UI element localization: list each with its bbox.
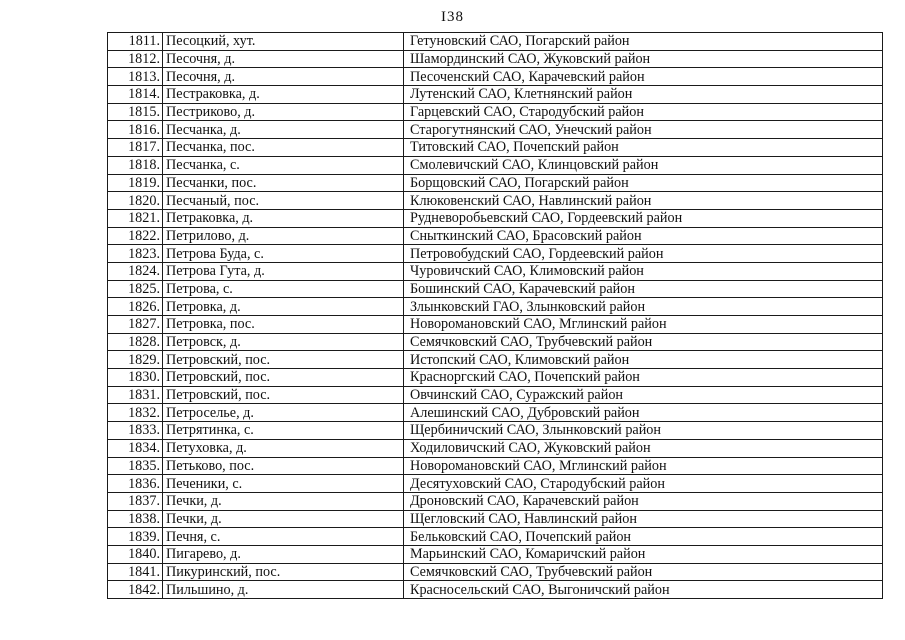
administrative-unit: Шамординский САО, Жуковский район [404, 50, 883, 68]
settlement-name: Пигарево, д. [163, 545, 404, 563]
table-row [108, 545, 883, 563]
settlement-name: Петуховка, д. [163, 439, 404, 457]
row-number: 1817. [108, 139, 163, 157]
administrative-unit: Ходиловичский САО, Жуковский район [404, 439, 883, 457]
table-row [108, 280, 883, 298]
table-row [108, 139, 883, 157]
table-row [108, 121, 883, 139]
row-number: 1828. [108, 333, 163, 351]
administrative-unit: Лутенский САО, Клетнянский район [404, 86, 883, 104]
table-row [108, 192, 883, 210]
administrative-unit: Песоченский САО, Карачевский район [404, 68, 883, 86]
settlement-name: Петьково, пос. [163, 457, 404, 475]
administrative-unit: Овчинский САО, Суражский район [404, 386, 883, 404]
table-row [108, 86, 883, 104]
administrative-unit: Новоромановский САО, Мглинский район [404, 316, 883, 334]
administrative-unit: Сныткинский САО, Брасовский район [404, 227, 883, 245]
settlement-name: Пестриково, д. [163, 103, 404, 121]
row-number: 1840. [108, 545, 163, 563]
row-number: 1837. [108, 492, 163, 510]
settlement-name: Петрилово, д. [163, 227, 404, 245]
row-number: 1813. [108, 68, 163, 86]
settlement-name: Петровский, пос. [163, 351, 404, 369]
row-number: 1829. [108, 351, 163, 369]
row-number: 1815. [108, 103, 163, 121]
row-number: 1811. [108, 33, 163, 51]
page-number: I38 [441, 9, 464, 25]
table-row [108, 50, 883, 68]
settlement-name: Печня, с. [163, 528, 404, 546]
settlement-table [107, 32, 883, 599]
administrative-unit: Бошинский САО, Карачевский район [404, 280, 883, 298]
settlement-name: Петраковка, д. [163, 209, 404, 227]
settlement-name: Песоцкий, хут. [163, 33, 404, 51]
row-number: 1826. [108, 298, 163, 316]
administrative-unit: Смолевичский САО, Клинцовский район [404, 156, 883, 174]
settlement-name: Песчанка, д. [163, 121, 404, 139]
row-number: 1825. [108, 280, 163, 298]
table-row [108, 68, 883, 86]
administrative-unit: Марьинский САО, Комаричский район [404, 545, 883, 563]
table-row [108, 103, 883, 121]
settlement-name: Петровский, пос. [163, 369, 404, 387]
settlement-name: Печки, д. [163, 492, 404, 510]
administrative-unit: Титовский САО, Почепский район [404, 139, 883, 157]
table-row [108, 33, 883, 51]
row-number: 1824. [108, 262, 163, 280]
table-row [108, 457, 883, 475]
administrative-unit: Дроновский САО, Карачевский район [404, 492, 883, 510]
row-number: 1830. [108, 369, 163, 387]
table-row [108, 351, 883, 369]
administrative-unit: Старогутнянский САО, Унечский район [404, 121, 883, 139]
settlement-name: Пильшино, д. [163, 581, 404, 599]
row-number: 1841. [108, 563, 163, 581]
settlement-name: Петрова Гута, д. [163, 262, 404, 280]
settlement-name: Петроселье, д. [163, 404, 404, 422]
administrative-unit: Петровобудский САО, Гордеевский район [404, 245, 883, 263]
table-row [108, 510, 883, 528]
settlement-name: Петрова Буда, с. [163, 245, 404, 263]
settlement-name: Печеники, с. [163, 475, 404, 493]
row-number: 1827. [108, 316, 163, 334]
administrative-unit: Клюковенский САО, Навлинский район [404, 192, 883, 210]
settlement-name: Петровка, пос. [163, 316, 404, 334]
row-number: 1838. [108, 510, 163, 528]
row-number: 1835. [108, 457, 163, 475]
settlement-name: Песчанка, с. [163, 156, 404, 174]
administrative-unit: Алешинский САО, Дубровский район [404, 404, 883, 422]
settlement-name: Песчанка, пос. [163, 139, 404, 157]
settlement-name: Печки, д. [163, 510, 404, 528]
table-body [108, 33, 883, 599]
row-number: 1820. [108, 192, 163, 210]
table-row [108, 404, 883, 422]
table-row [108, 316, 883, 334]
table-row [108, 209, 883, 227]
row-number: 1832. [108, 404, 163, 422]
administrative-unit: Щегловский САО, Навлинский район [404, 510, 883, 528]
table-row [108, 439, 883, 457]
table-row [108, 492, 883, 510]
settlement-name: Песчаный, пос. [163, 192, 404, 210]
row-number: 1822. [108, 227, 163, 245]
row-number: 1818. [108, 156, 163, 174]
row-number: 1823. [108, 245, 163, 263]
table-row [108, 245, 883, 263]
table-row [108, 563, 883, 581]
settlement-name: Песочня, д. [163, 68, 404, 86]
table-row [108, 333, 883, 351]
row-number: 1816. [108, 121, 163, 139]
settlement-name: Петровка, д. [163, 298, 404, 316]
row-number: 1839. [108, 528, 163, 546]
table-row [108, 528, 883, 546]
table-row [108, 227, 883, 245]
row-number: 1836. [108, 475, 163, 493]
row-number: 1819. [108, 174, 163, 192]
row-number: 1842. [108, 581, 163, 599]
table-row [108, 369, 883, 387]
table-row [108, 298, 883, 316]
administrative-unit: Злынковский ГАО, Злынковский район [404, 298, 883, 316]
administrative-unit: Чуровичский САО, Климовский район [404, 262, 883, 280]
row-number: 1812. [108, 50, 163, 68]
administrative-unit: Гарцевский САО, Стародубский район [404, 103, 883, 121]
settlement-name: Петровский, пос. [163, 386, 404, 404]
table-row [108, 386, 883, 404]
row-number: 1833. [108, 422, 163, 440]
settlement-name: Петрова, с. [163, 280, 404, 298]
table-row [108, 422, 883, 440]
settlement-name: Песчанки, пос. [163, 174, 404, 192]
table-row [108, 581, 883, 599]
row-number: 1814. [108, 86, 163, 104]
administrative-unit: Борщовский САО, Погарский район [404, 174, 883, 192]
administrative-unit: Гетуновский САО, Погарский район [404, 33, 883, 51]
table-row [108, 156, 883, 174]
table-row [108, 174, 883, 192]
row-number: 1834. [108, 439, 163, 457]
administrative-unit: Десятуховский САО, Стародубский район [404, 475, 883, 493]
table-row [108, 262, 883, 280]
administrative-unit: Семячковский САО, Трубчевский район [404, 333, 883, 351]
settlement-name: Петрятинка, с. [163, 422, 404, 440]
administrative-unit: Новоромановский САО, Мглинский район [404, 457, 883, 475]
administrative-unit: Красноргский САО, Почепский район [404, 369, 883, 387]
administrative-unit: Щербиничский САО, Злынковский район [404, 422, 883, 440]
administrative-unit: Истопский САО, Климовский район [404, 351, 883, 369]
settlement-name: Песочня, д. [163, 50, 404, 68]
administrative-unit: Рудневоробьевский САО, Гордеевский район [404, 209, 883, 227]
table-row [108, 475, 883, 493]
settlement-name: Пикуринский, пос. [163, 563, 404, 581]
administrative-unit: Красносельский САО, Выгоничский район [404, 581, 883, 599]
settlement-name: Петровск, д. [163, 333, 404, 351]
row-number: 1821. [108, 209, 163, 227]
settlement-name: Пестраковка, д. [163, 86, 404, 104]
row-number: 1831. [108, 386, 163, 404]
administrative-unit: Семячковский САО, Трубчевский район [404, 563, 883, 581]
administrative-unit: Бельковский САО, Почепский район [404, 528, 883, 546]
